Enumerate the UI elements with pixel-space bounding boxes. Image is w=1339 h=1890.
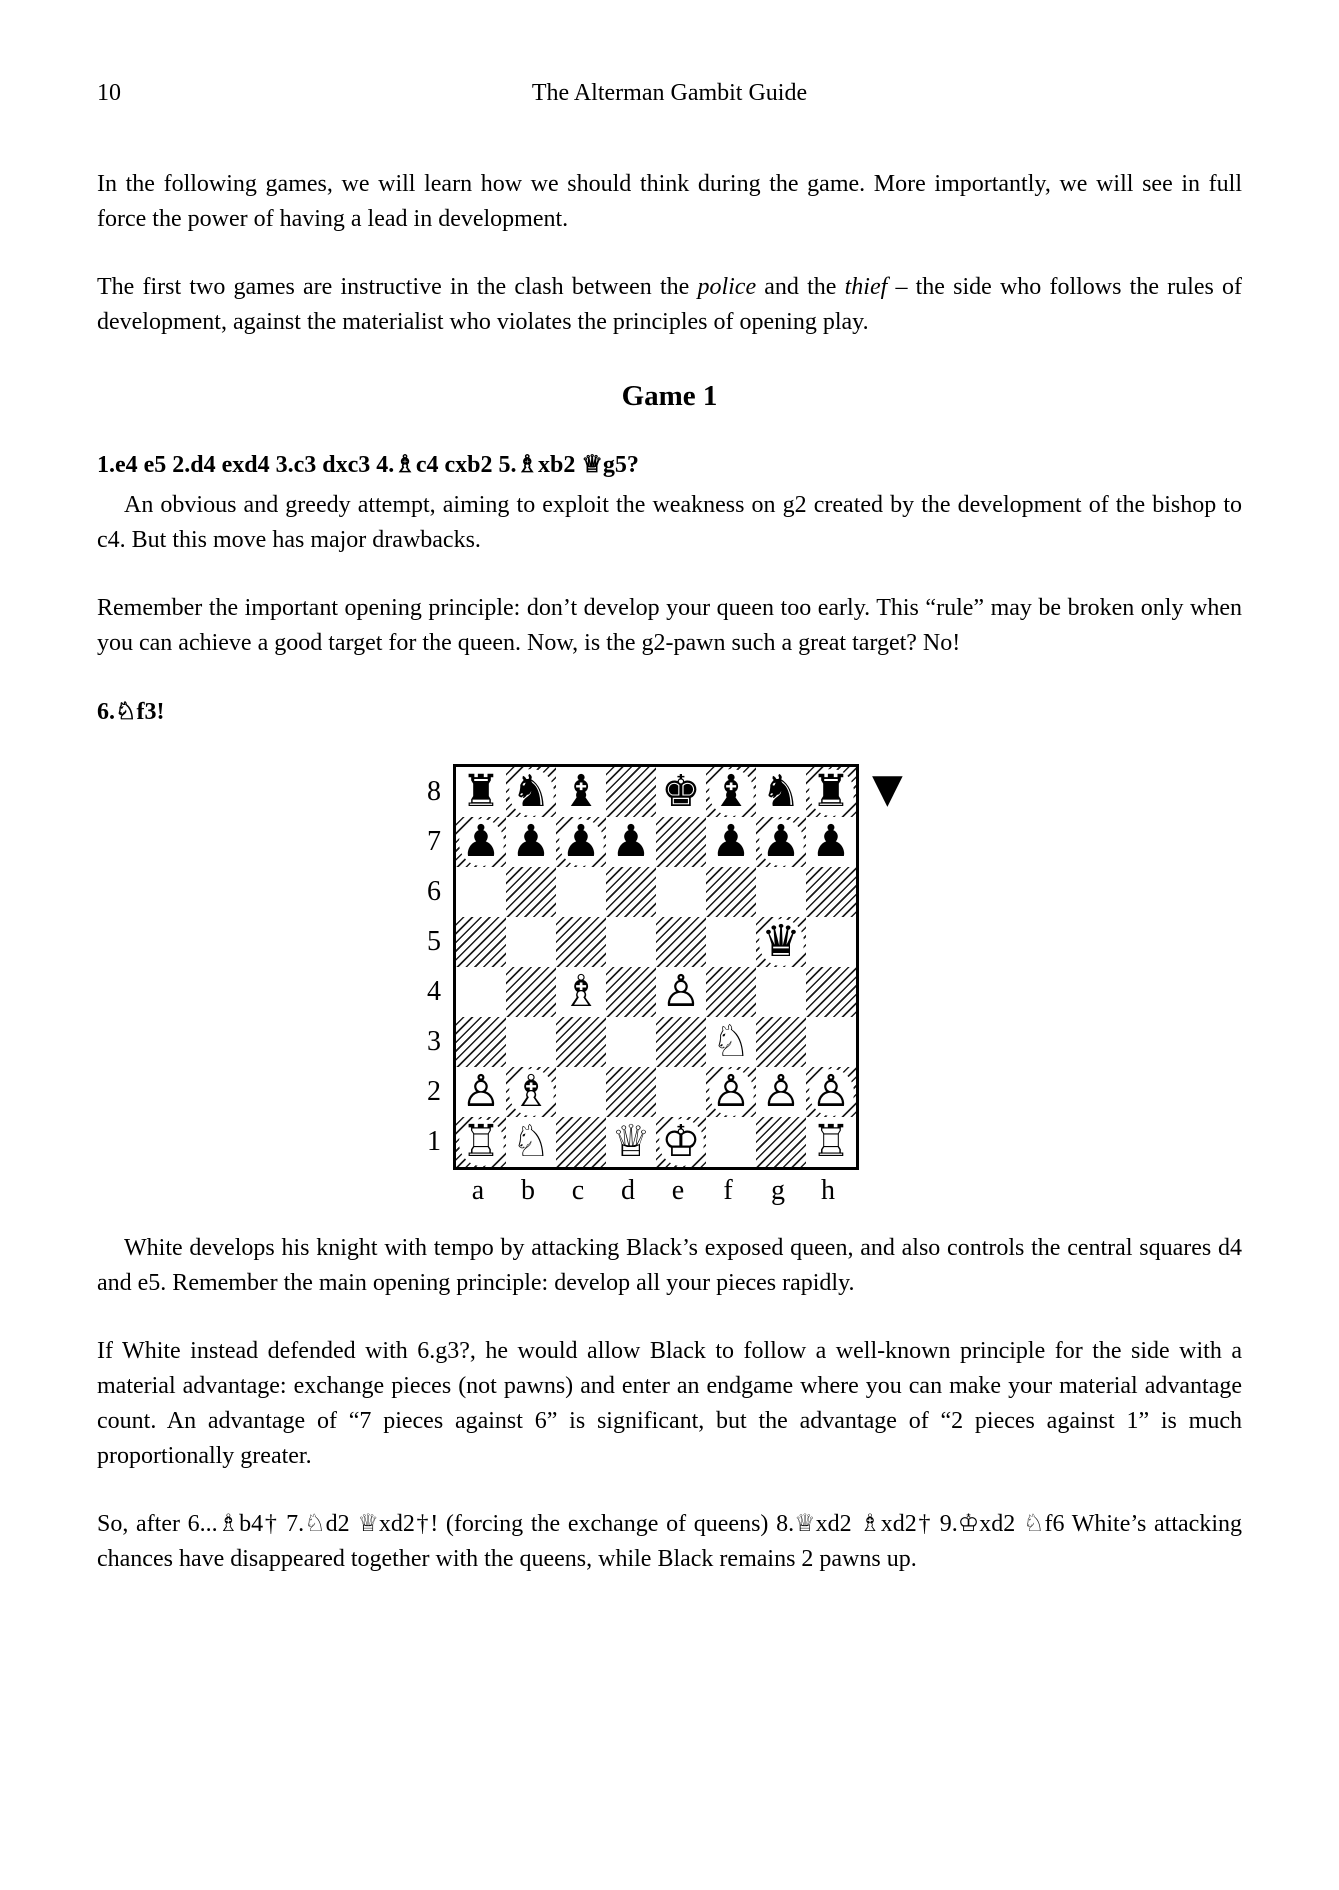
square-d7 [606,817,656,867]
square-b7 [506,817,556,867]
paragraph-queen-principle: Remember the important opening principle: don’t develop your queen too early. This “rule” may be broken only when you can achieve a good target for the queen. Now, is the g2-pawn such a great target? No! [97,595,1242,656]
white-piece-e1: ♔ [659,1119,704,1166]
square-e5 [656,917,706,967]
black-piece-g7: ♟ [759,819,804,866]
white-piece-c4: ♗ [559,969,604,1016]
square-f7 [706,817,756,867]
black-to-move-icon: ▼ [872,766,903,812]
square-e2 [656,1067,706,1117]
rank-label-3: 3 [427,1026,441,1057]
square-b3 [506,1017,556,1067]
square-f2 [706,1067,756,1117]
square-e8 [656,767,706,817]
rank-label-6: 6 [427,876,441,907]
black-piece-g5: ♛ [759,919,804,966]
white-piece-g2: ♙ [759,1069,804,1116]
white-piece-a2: ♙ [459,1069,504,1116]
file-label-c: c [571,1175,585,1206]
intro-paragraph-1: In the following games, we will learn how we should think during the game. More importantly, we will see in full force the power of having a lead in development. [97,171,1242,232]
square-f4 [706,967,756,1017]
square-e1 [656,1117,706,1167]
square-g1 [756,1117,806,1167]
intro-paragraph-2: The first two games are instructive in the clash between the police and the thief – the side who follows the rules of development, against the materialist who violates the principles of opening play. [97,274,1242,335]
rank-label-5: 5 [427,926,441,957]
black-piece-a8: ♜ [459,769,504,816]
square-d2 [606,1067,656,1117]
black-piece-d7: ♟ [609,819,654,866]
square-d8 [606,767,656,817]
chess-diagram [417,764,1242,1209]
rank-label-4: 4 [427,976,441,1007]
paragraph-if-white: If White instead defended with 6.g3?, he would allow Black to follow a well-known principle for the side with a material advantage: exchange pieces (not pawns) and enter an endgame where you can make your material advantage count. An advantage of “7 pieces against 6” is significant, but the advantage of “2 pieces against 1” is much proportionally greater. [97,1338,1242,1469]
file-labels [453,1173,1242,1209]
white-piece-h2: ♙ [809,1069,854,1116]
square-b8 [506,767,556,817]
paragraph-develops: White develops his knight with tempo by attacking Black’s exposed queen, and also controls the central squares d4 and e5. Remember the main opening principle: develop all your pieces rapidly. [97,1235,1242,1296]
file-label-f: f [723,1175,733,1206]
black-piece-c7: ♟ [559,819,604,866]
black-piece-f8: ♝ [709,769,754,816]
file-label-h: h [821,1175,835,1206]
black-piece-g8: ♞ [759,769,804,816]
square-b5 [506,917,556,967]
square-d1 [606,1117,656,1167]
black-piece-f7: ♟ [709,819,754,866]
square-f8 [706,767,756,817]
rank-label-7: 7 [427,826,441,857]
square-a1 [456,1117,506,1167]
square-b6 [506,867,556,917]
square-c4 [556,967,606,1017]
file-label-g: g [771,1175,785,1206]
game-heading: Game 1 [621,380,718,412]
running-title: The Alterman Gambit Guide [531,80,808,106]
moves-line: 1.e4 e5 2.d4 exd4 3.c3 dxc3 4.♗c4 cxb2 5.♗xb2 ♕g5? [97,452,639,478]
square-h3 [806,1017,856,1067]
square-c1 [556,1117,606,1167]
black-piece-h8: ♜ [809,769,854,816]
rank-label-1: 1 [427,1126,441,1157]
square-e6 [656,867,706,917]
square-a4 [456,967,506,1017]
square-d4 [606,967,656,1017]
square-f1 [706,1117,756,1167]
black-piece-a7: ♟ [459,819,504,866]
file-label-a: a [471,1175,485,1206]
file-label-d: d [621,1175,635,1206]
square-b2 [506,1067,556,1117]
square-c2 [556,1067,606,1117]
square-c3 [556,1017,606,1067]
white-piece-b2: ♗ [509,1069,554,1116]
square-h7 [806,817,856,867]
paragraph-greedy-attempt: An obvious and greedy attempt, aiming to exploit the weakness on g2 created by the development of the bishop to c4. But this move has major drawbacks. [97,492,1242,553]
page-number: 10 [97,80,121,106]
white-piece-d1: ♕ [609,1119,654,1166]
square-h4 [806,967,856,1017]
square-a8 [456,767,506,817]
square-d6 [606,867,656,917]
square-g3 [756,1017,806,1067]
square-f5 [706,917,756,967]
square-a2 [456,1067,506,1117]
square-c7 [556,817,606,867]
square-a3 [456,1017,506,1067]
rank-labels [417,764,453,1167]
square-h5 [806,917,856,967]
rank-label-2: 2 [427,1076,441,1107]
paragraph-so-after: So, after 6...♗b4† 7.♘d2 ♕xd2†! (forcing the exchange of queens) 8.♕xd2 ♗xd2† 9.♔xd2 ♘f6 White’s attacking chances have disappeared together with the queens, while Black remains 2 pawns up. [97,1511,1242,1572]
white-piece-f3: ♘ [709,1019,754,1066]
square-c5 [556,917,606,967]
page-header [97,0,1242,107]
black-piece-b8: ♞ [509,769,554,816]
black-piece-c8: ♝ [559,769,604,816]
square-d3 [606,1017,656,1067]
file-label-e: e [671,1175,685,1206]
white-piece-a1: ♖ [459,1119,504,1166]
square-f3 [706,1017,756,1067]
square-h8 [806,767,856,817]
square-e7 [656,817,706,867]
square-c8 [556,767,606,817]
rank-label-8: 8 [427,776,441,807]
square-g4 [756,967,806,1017]
square-g6 [756,867,806,917]
square-c6 [556,867,606,917]
square-g5 [756,917,806,967]
square-g2 [756,1067,806,1117]
square-h1 [806,1117,856,1167]
black-piece-b7: ♟ [509,819,554,866]
square-e3 [656,1017,706,1067]
square-a5 [456,917,506,967]
square-a7 [456,817,506,867]
square-d5 [606,917,656,967]
square-b1 [506,1117,556,1167]
white-piece-b1: ♘ [509,1119,554,1166]
white-piece-e4: ♙ [659,969,704,1016]
white-piece-h1: ♖ [809,1119,854,1166]
square-h2 [806,1067,856,1117]
square-a6 [456,867,506,917]
white-piece-f2: ♙ [709,1069,754,1116]
square-e4 [656,967,706,1017]
square-g8 [756,767,806,817]
file-label-b: b [521,1175,535,1206]
square-b4 [506,967,556,1017]
square-f6 [706,867,756,917]
square-h6 [806,867,856,917]
chess-board [453,764,859,1170]
move-6nf3: 6.♘f3! [97,699,165,725]
black-piece-e8: ♚ [659,769,704,816]
black-piece-h7: ♟ [809,819,854,866]
square-g7 [756,817,806,867]
